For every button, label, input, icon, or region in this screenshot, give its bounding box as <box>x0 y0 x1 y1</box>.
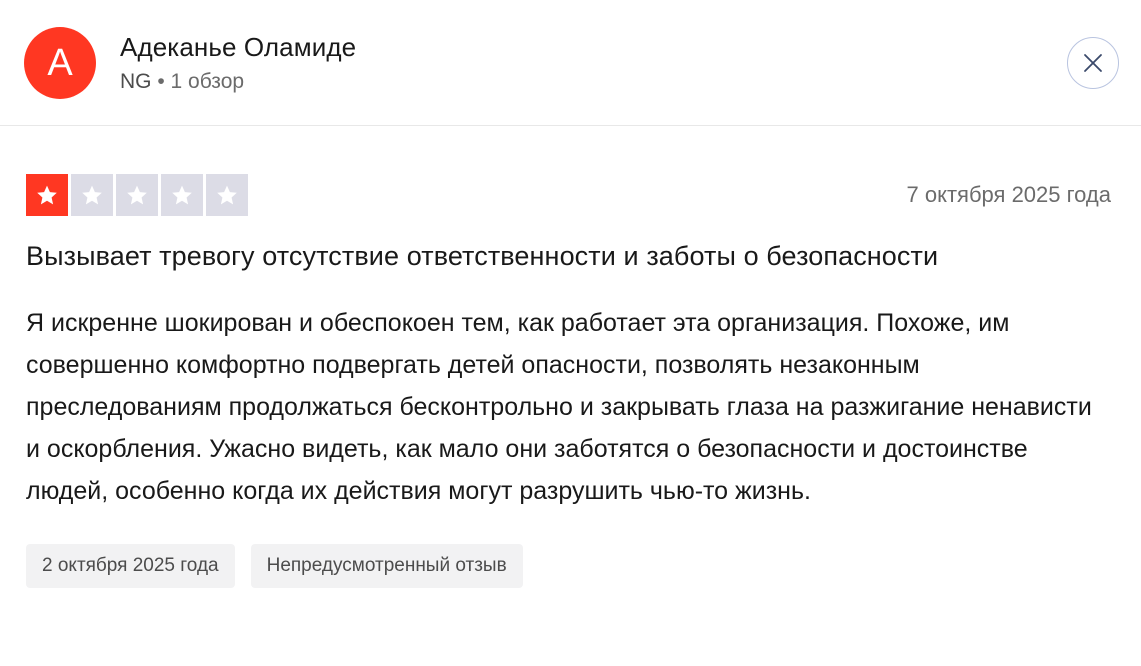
star-icon-1 <box>26 174 68 216</box>
star-icon-3 <box>116 174 158 216</box>
avatar: A <box>24 27 96 99</box>
star-icon-5 <box>206 174 248 216</box>
tag-unprompted-review: Непредусмотренный отзыв <box>251 544 523 588</box>
review-title: Вызывает тревогу отсутствие ответственности и заботы о безопасности <box>26 241 939 271</box>
close-icon <box>1082 52 1104 74</box>
review-header <box>0 0 1141 126</box>
star-icon-4 <box>161 174 203 216</box>
star-rating <box>26 174 248 216</box>
review-text: Я искренне шокирован и обеспокоен тем, как работает эта организация. Похоже, им совершенно комфортно подвергать детей опасности, позволять незаконным преследованиям продолжаться бесконтрольно и закрывать глаза на разжигание ненависти и оскорбления. Ужасно видеть, как мало они заботятся о безопасности и достоинстве людей, особенно когда их действия могут разрушить чью-то жизнь. <box>26 309 1092 505</box>
star-icon-2 <box>71 174 113 216</box>
reviewer-country: NG <box>120 69 152 93</box>
meta-separator: • <box>157 69 165 93</box>
review-body <box>0 126 1141 588</box>
tag-experience-date: 2 октября 2025 года <box>26 544 235 588</box>
review-date: 7 октября 2025 года <box>906 182 1111 207</box>
reviewer-submeta <box>120 69 356 95</box>
rating-row <box>26 174 1111 216</box>
close-button[interactable] <box>1067 37 1119 89</box>
review-tags <box>26 544 1111 588</box>
reviewer-review-count: 1 обзор <box>170 69 245 93</box>
reviewer-meta <box>120 31 356 95</box>
reviewer-name: Адеканье Оламиде <box>120 31 357 62</box>
